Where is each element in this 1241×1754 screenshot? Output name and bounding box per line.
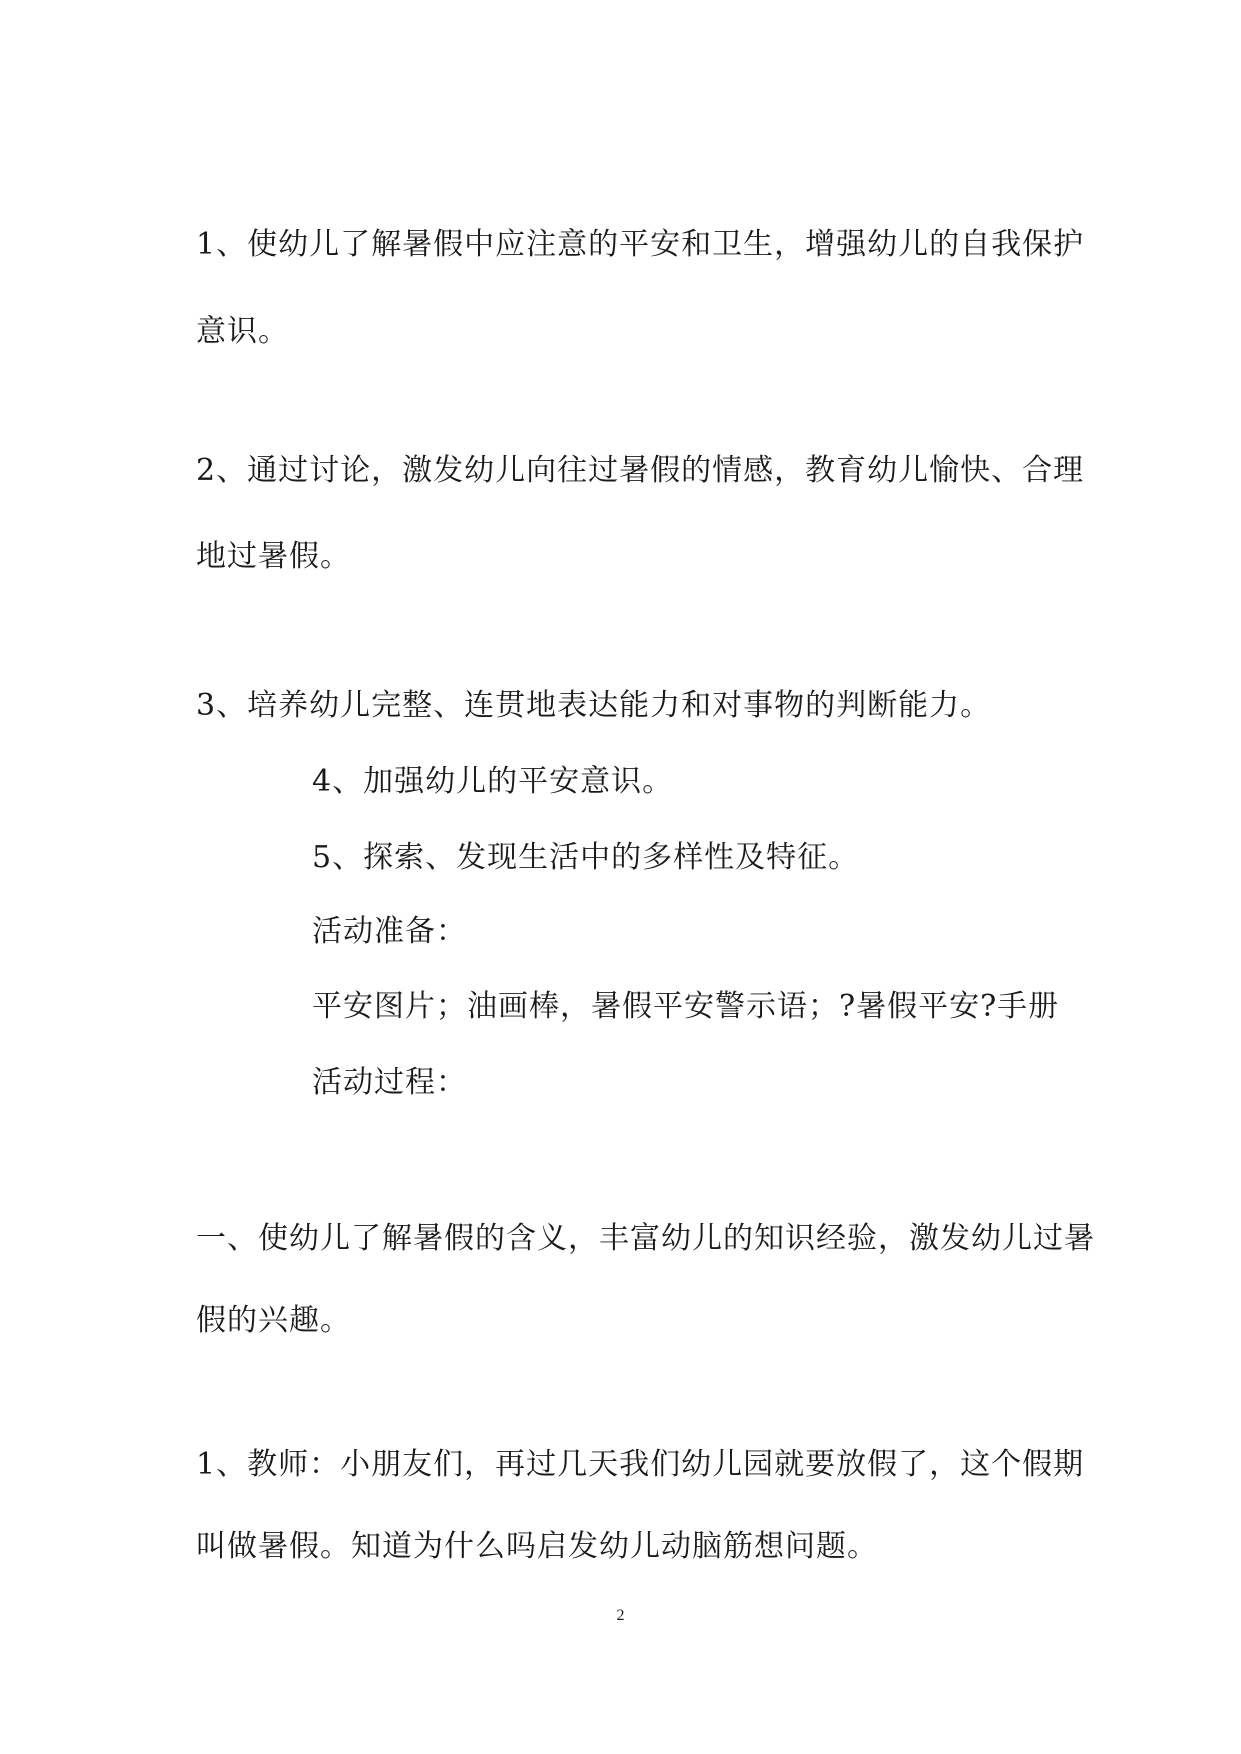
step-1-line-2: 假的兴趣。 bbox=[196, 1303, 351, 1338]
page-number: 2 bbox=[616, 1607, 625, 1624]
step-1-line-1: 一、使幼儿了解暑假的含义，丰富幼儿的知识经验，激发幼儿过暑 bbox=[196, 1221, 1095, 1256]
goal-1-line-1: 1、使幼儿了解暑假中应注意的平安和卫生，增强幼儿的自我保护 bbox=[196, 227, 1085, 262]
goal-2-line-2: 地过暑假。 bbox=[196, 539, 351, 574]
activity-process-heading: 活动过程： bbox=[312, 1065, 467, 1100]
goal-2-line-1: 2、通过讨论，激发幼儿向往过暑假的情感，教育幼儿愉快、合理 bbox=[196, 453, 1085, 488]
activity-preparation-heading: 活动准备： bbox=[312, 914, 467, 949]
step-1-1-line-1: 1、教师：小朋友们，再过几天我们幼儿园就要放假了，这个假期 bbox=[196, 1447, 1085, 1482]
goal-4: 4、加强幼儿的平安意识。 bbox=[312, 764, 674, 799]
step-1-1-line-2: 叫做暑假。知道为什么吗启发幼儿动脑筋想问题。 bbox=[196, 1529, 878, 1564]
goal-1-line-2: 意识。 bbox=[196, 314, 289, 349]
goal-5: 5、探索、发现生活中的多样性及特征。 bbox=[312, 840, 860, 875]
activity-preparation-materials: 平安图片；油画棒，暑假平安警示语；?暑假平安?手册 bbox=[312, 989, 1060, 1024]
goal-3: 3、培养幼儿完整、连贯地表达能力和对事物的判断能力。 bbox=[196, 688, 992, 723]
